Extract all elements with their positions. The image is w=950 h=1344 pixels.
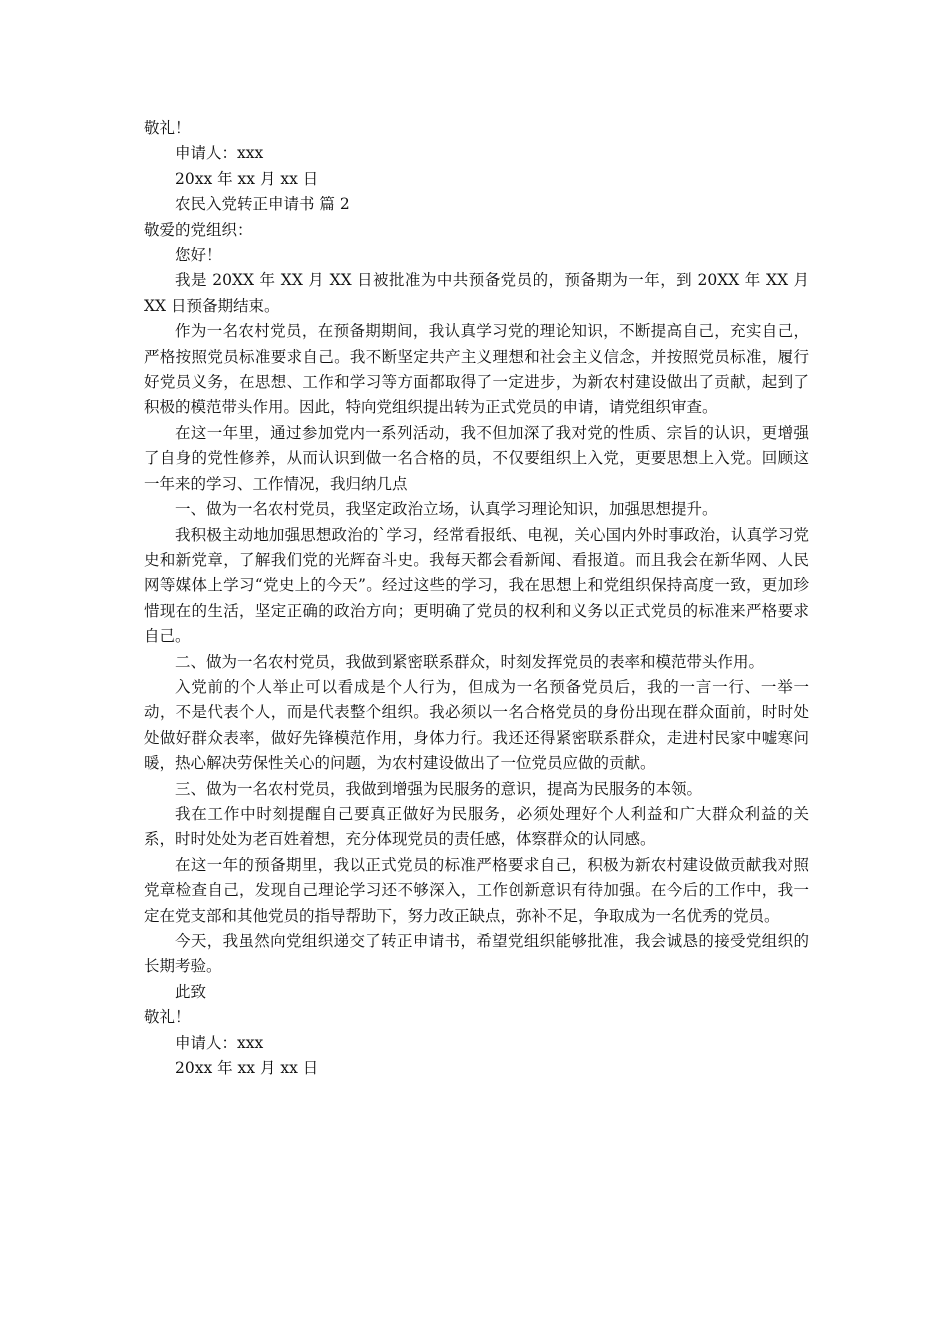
paragraph: 今天，我虽然向党组织递交了转正申请书，希望党组织能够批准，我会诚恳的接受党组织的长期考验。 [144, 932, 809, 976]
salutation: 敬爱的党组织： [144, 220, 253, 239]
paragraph: 在这一年里，通过参加党内一系列活动，我不但加深了我对党的性质、宗旨的认识，更增强了自身的党性修养，从而认识到做一名合格的员，不仅要组织上入党，更要思想上入党。回顾这一年来的学习、工作情况，我归纳几点 [144, 423, 809, 493]
greeting: 您好！ [175, 246, 222, 265]
top-applicant: 申请人：xxx [175, 144, 264, 163]
paragraph: 入党前的个人举止可以看成是个人行为，但成为一名预备党员后，我的一言一行、一举一动，不是代表个人，而是代表整个组织。我必须以一名合格党员的身份出现在群众面前，时时处处做好群众表率，做好先锋模范作用，身体力行。我还还得紧密联系群众，走进村民家中嘘寒问暖，热心解决劳保性关心的问题，为农村建设做出了一位党员应做的贡献。 [144, 677, 809, 773]
closing: 敬礼！ [144, 1008, 191, 1027]
top-date: 20xx 年 xx 月 xx 日 [175, 169, 319, 188]
section-heading: 一、做为一名农村党员，我坚定政治立场，认真学习理论知识，加强思想提升。 [175, 500, 718, 519]
paragraph: 在这一年的预备期里，我以正式党员的标准严格要求自己，积极为新农村建设做贡献我对照党章检查自己，发现自己理论学习还不够深入，工作创新意识有待加强。在今后的工作中，我一定在党支部和其他党员的指导帮助下，努力改正缺点，弥补不足，争取成为一名优秀的党员。 [144, 855, 809, 925]
date: 20xx 年 xx 月 xx 日 [175, 1059, 319, 1078]
top-closing: 敬礼！ [144, 119, 191, 137]
section-heading: 三、做为一名农村党员，我做到增强为民服务的意识，提高为民服务的本领。 [175, 779, 703, 798]
doc-title: 农民入党转正申请书 篇 2 [175, 195, 350, 214]
closing-phrase: 此致 [175, 982, 207, 1001]
paragraph: 我在工作中时刻提醒自己要真正做好为民服务，必须处理好个人利益和广大群众利益的关系，时时处处为老百姓着想，充分体现党员的责任感，体察群众的认同感。 [144, 804, 809, 849]
paragraph: 我积极主动地加强思想政治的`学习，经常看报纸、电视，关心国内外时事政治，认真学习党史和新党章，了解我们党的光辉奋斗史。我每天都会看新闻、看报道。而且我会在新华网、人民网等媒体上学习“党史上的今天”。经过这些的学习，我在思想上和党组织保持高度一致，更加珍惜现在的生活，坚定正确的政治方向；更明确了党员的权利和义务以正式党员的标准来严格要求自己。 [144, 525, 809, 646]
paragraph: 我是 20XX 年 XX 月 XX 日被批准为中共预备党员的，预备期为一年，到 20XX 年 XX 月 XX 日预备期结束。 [144, 271, 809, 315]
document-page [144, 116, 809, 1081]
paragraph: 作为一名农村党员，在预备期期间，我认真学习党的理论知识，不断提高自己，充实自己，严格按照党员标准要求自己。我不断坚定共产主义理想和社会主义信念，并按照党员标准，履行好党员义务，在思想、工作和学习等方面都取得了一定进步，为新农村建设做出了贡献，起到了积极的模范带头作用。因此，特向党组织提出转为正式党员的申请，请党组织审查。 [144, 322, 809, 417]
section-heading: 二、做为一名农村党员，我做到紧密联系群众，时刻发挥党员的表率和模范带头作用。 [175, 652, 765, 671]
applicant: 申请人：xxx [175, 1033, 264, 1052]
